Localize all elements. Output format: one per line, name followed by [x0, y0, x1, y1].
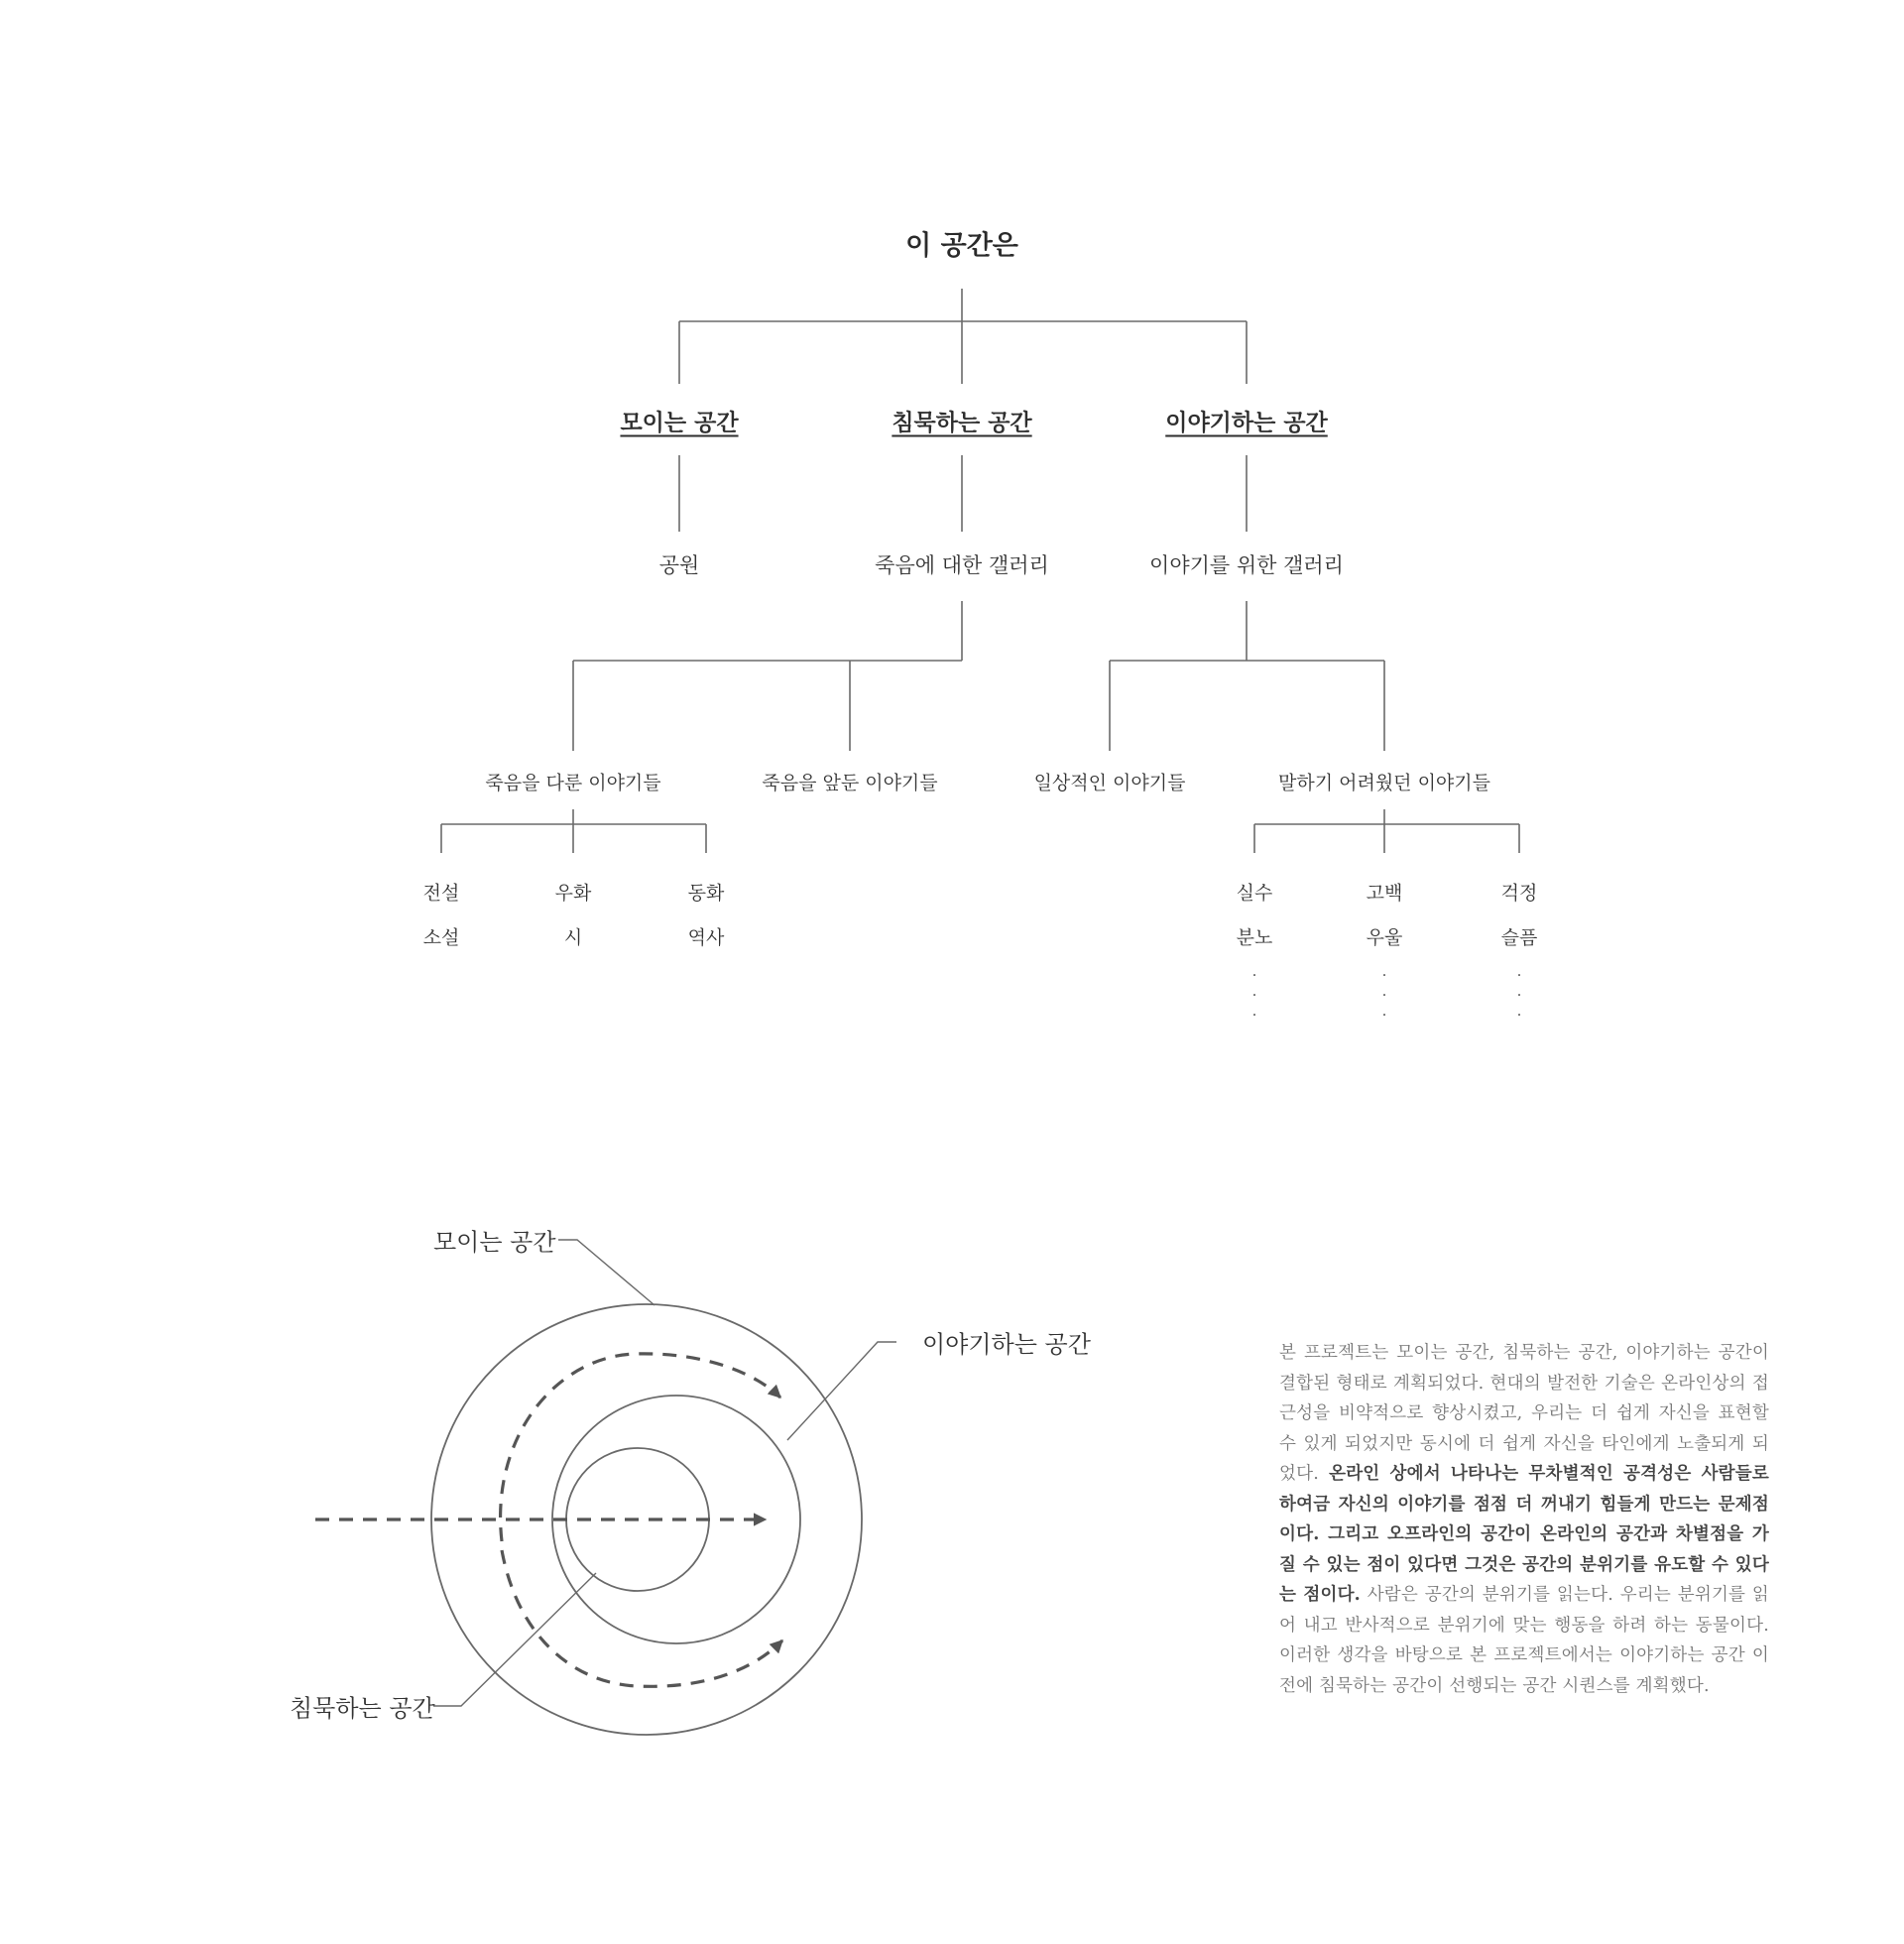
leaf-legend: 전설: [422, 882, 460, 905]
project-description: [1279, 1338, 1769, 1701]
description-text: 본 프로젝트는 모이는 공간, 침묵하는 공간, 이야기하는 공간이 결합된 형태로 계획되었다. 현대의 발전한 기술은 온라인상의 접근성을 비약적으로 향상시켰고, 우리는 더 쉽게 자신을 표현할 수 있게 되었지만 동시에 더 쉽게 자신을 타인에게 노출되게 되었다.: [1279, 1343, 1769, 1484]
leaf-depression: 우울: [1366, 926, 1403, 949]
label-silent-space: 침묵하는 공간: [290, 1694, 435, 1723]
leaf-anger: 분노: [1236, 926, 1273, 949]
label-talking-space: 이야기하는 공간: [922, 1330, 1091, 1359]
continuation-dots: . . .: [1381, 962, 1387, 1020]
description-text-end: 사람은 공간의 분위기를 읽는다. 우리는 분위기를 읽어 내고 반사적으로 분위기에 맞는 행동을 하려 하는 동물이다. 이러한 생각을 바탕으로 본 프로젝트에서는 이야기하는 공간 이전에 침묵하는 공간이 선행되는 공간 시퀀스를 계획했다.: [1279, 1585, 1769, 1696]
node-talking-space: 이야기하는 공간: [1165, 409, 1328, 436]
flow-arrows: [315, 1354, 782, 1686]
node-silent-space: 침묵하는 공간: [892, 409, 1032, 436]
leaf-sadness: 슬픔: [1500, 926, 1538, 949]
leaf-novel: 소설: [422, 926, 460, 949]
leaf-confession: 고백: [1366, 882, 1403, 905]
leaf-poem: 시: [563, 926, 583, 949]
leaf-history: 역사: [687, 926, 725, 949]
leaf-worry: 걱정: [1500, 882, 1538, 905]
label-gathering-space: 모이는 공간: [433, 1228, 556, 1257]
node-story-gallery: 이야기를 위한 갤러리: [1149, 553, 1344, 577]
node-hard-to-tell-stories: 말하기 어려웠던 이야기들: [1278, 772, 1490, 794]
tree-root: 이 공간은: [905, 230, 1018, 262]
leaf-mistake: 실수: [1236, 882, 1273, 905]
continuation-dots: . . .: [1251, 962, 1257, 1020]
description-emphasis: 온라인 상에서 나타나는 무차별적인 공격성은 사람들로 하여금 자신의 이야기를 점점 더 꺼내기 힘들게 만드는 문제점이다. 그리고 오프라인의 공간이 온라인의 공간과 차별점을 가질 수 있는 점이 있다면 그것은 공간의 분위기를 유도할 수 있다는 점이다.: [1279, 1464, 1769, 1605]
continuation-dots: . . .: [1516, 962, 1522, 1020]
node-gathering-space: 모이는 공간: [620, 409, 739, 436]
leaf-fairytale: 동화: [687, 882, 725, 905]
space-circles: [431, 1304, 862, 1735]
outer-circle: [431, 1304, 862, 1735]
node-stories-before-death: 죽음을 앞둔 이야기들: [762, 772, 938, 794]
node-park: 공원: [658, 553, 700, 577]
leaf-fable: 우화: [554, 882, 592, 905]
node-death-gallery: 죽음에 대한 갤러리: [875, 553, 1049, 577]
node-stories-about-death: 죽음을 다룬 이야기들: [485, 772, 661, 794]
node-everyday-stories: 일상적인 이야기들: [1033, 772, 1186, 794]
